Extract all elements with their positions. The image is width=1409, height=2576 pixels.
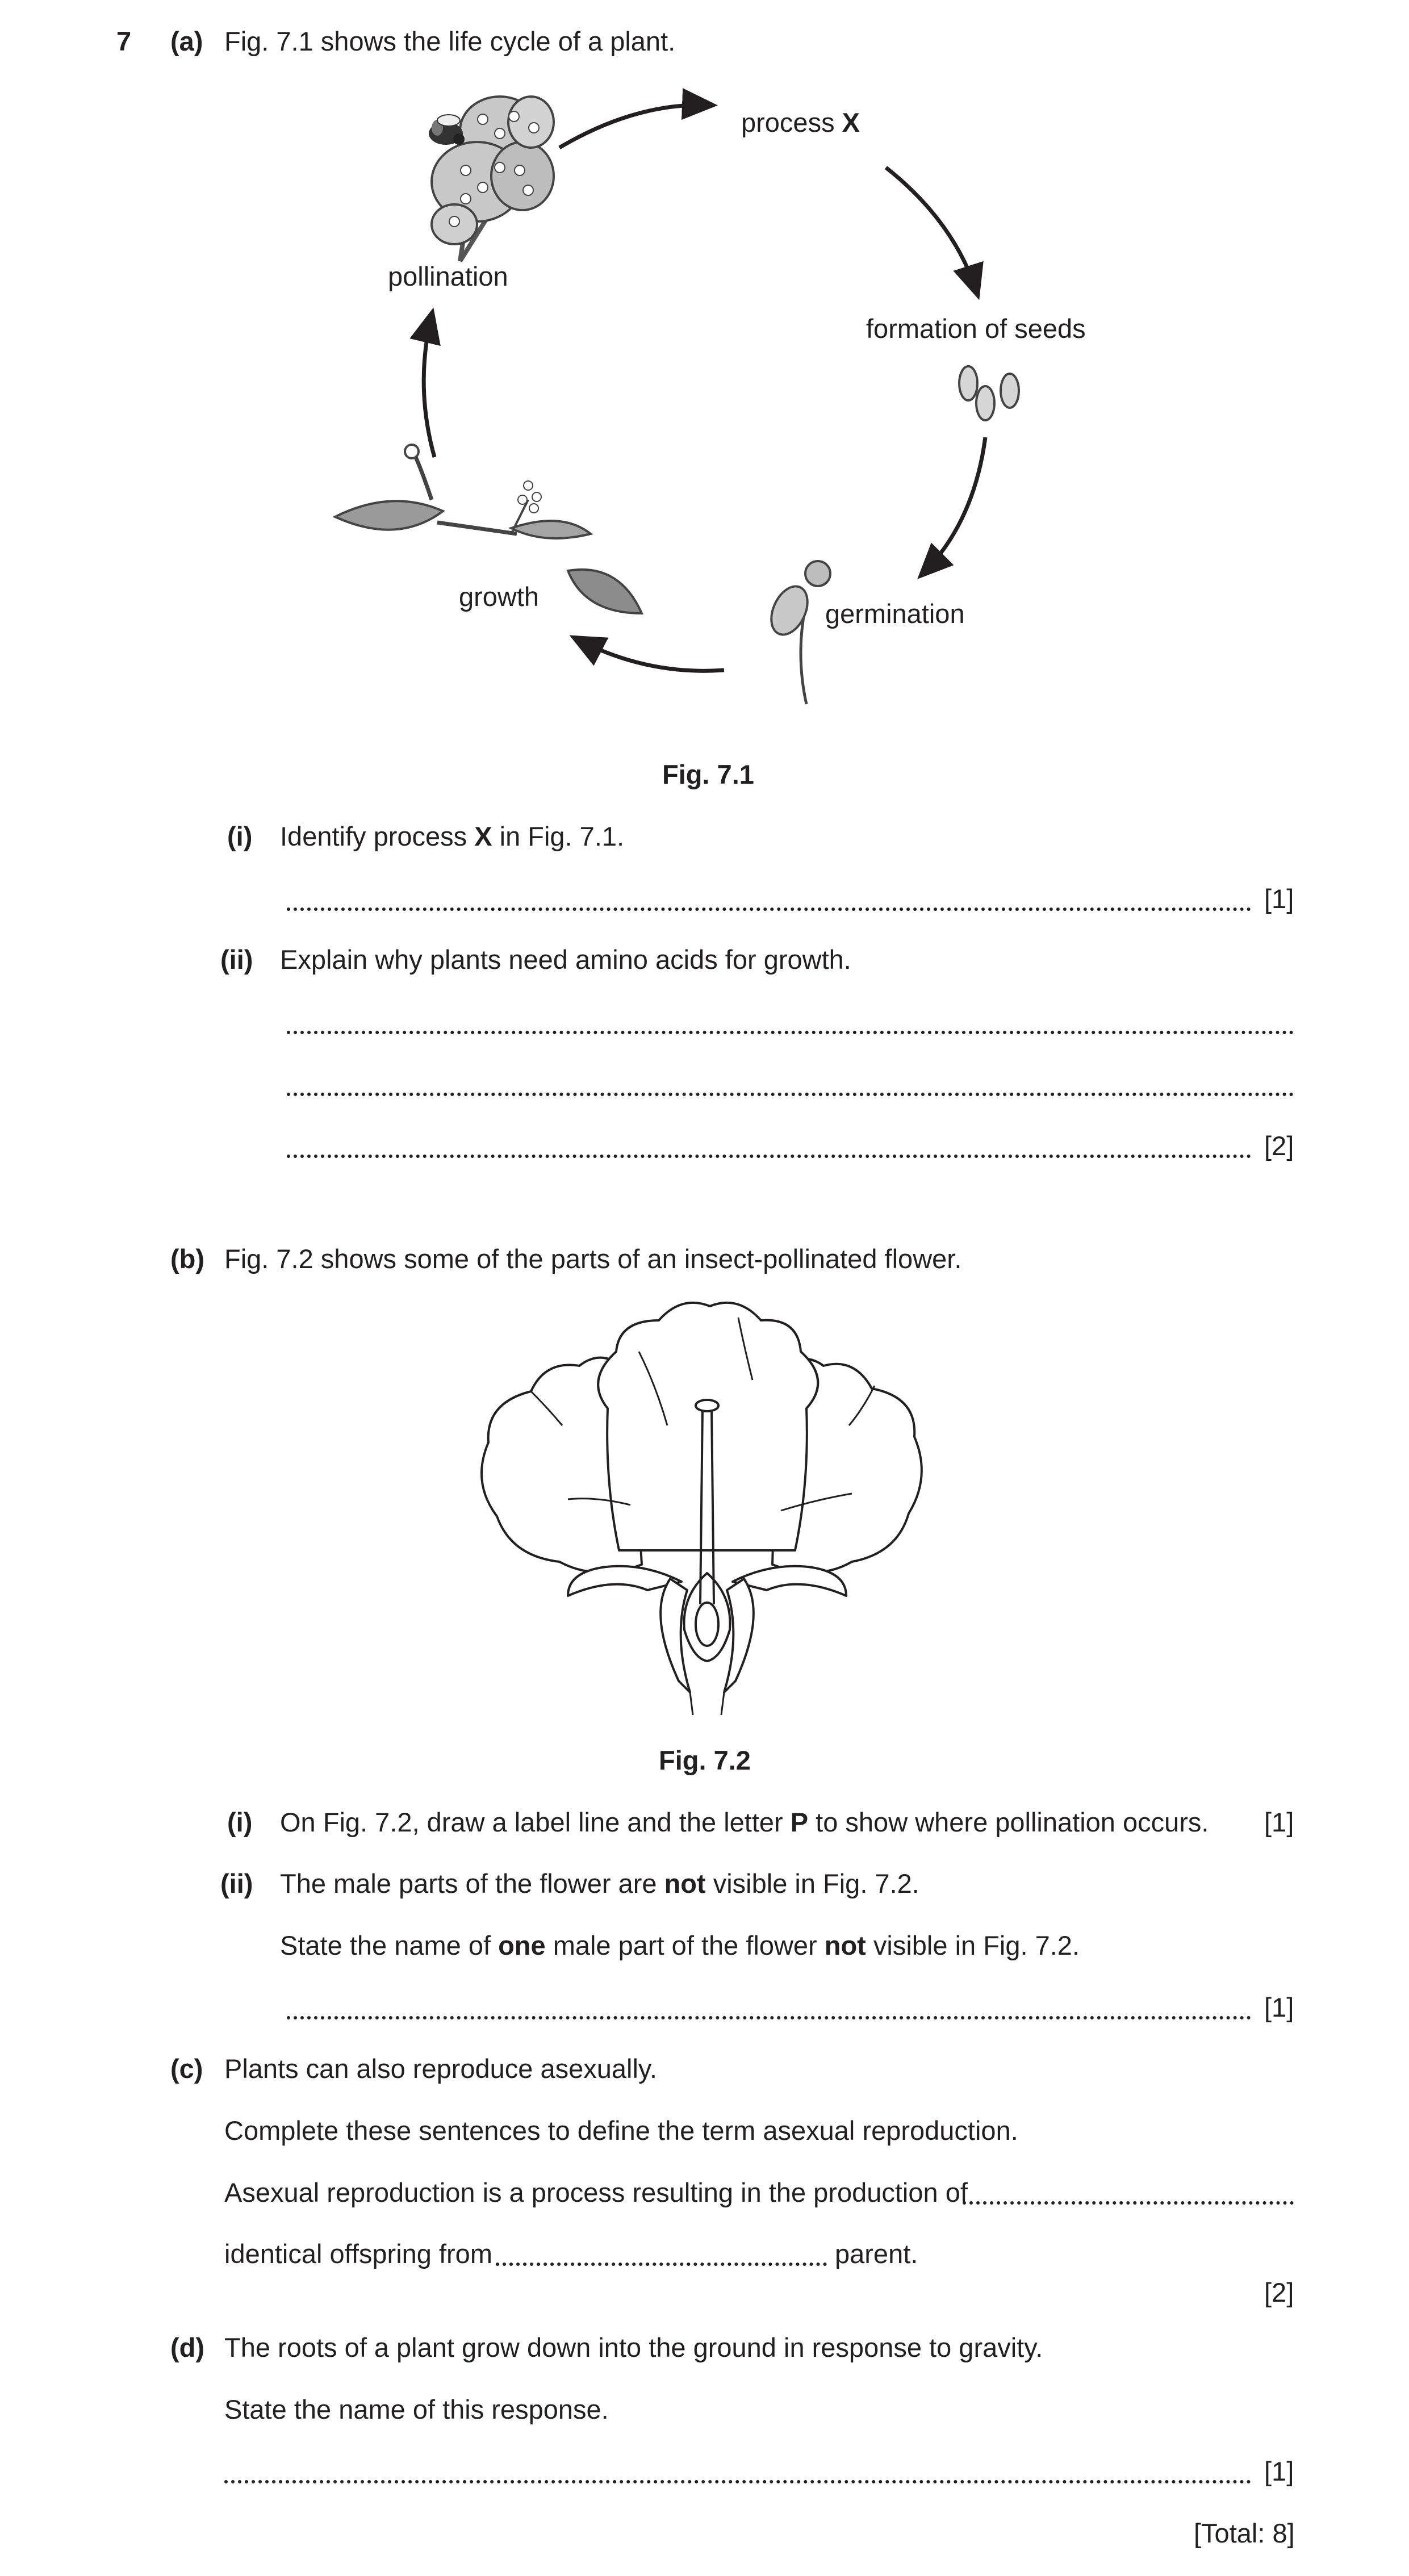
marks-c: [2] [1264,2277,1294,2307]
arrow-seeds-to-germination [923,437,985,574]
part-b-i-label: (i) [227,1807,253,1837]
part-c-intro: Plants can also reproduce asexually. [224,2054,658,2084]
answer-line-b-ii[interactable] [287,2016,1251,2019]
arrow-germination-to-growth [576,639,724,671]
part-a-ii-label: (ii) [220,944,253,975]
arrow-process-x-to-seeds [886,168,977,292]
answer-blank-c-1[interactable] [963,2201,1294,2205]
part-a-ii-text: Explain why plants need amino acids for growth. [280,944,851,975]
answer-line-d[interactable] [224,2480,1251,2483]
bee-icon [429,115,465,145]
figure-7-1-caption: Fig. 7.1 [662,759,754,789]
part-b-intro: Fig. 7.2 shows some of the parts of an insect-pollinated flower. [224,1244,962,1274]
figure-7-2-caption: Fig. 7.2 [659,1745,751,1775]
life-cycle-diagram [0,0,1409,750]
part-b-ii-label: (ii) [220,1868,253,1898]
part-c-instruction: Complete these sentences to define the term asexual reproduction. [224,2115,1018,2146]
part-a-label: (a) [170,26,203,56]
part-b-ii-text-2: State the name of one male part of the flower not visible in Fig. 7.2. [280,1930,1080,1960]
part-a-intro: Fig. 7.1 shows the life cycle of a plant. [224,26,676,56]
part-a-i-text: Identify process X in Fig. 7.1. [280,821,625,851]
answer-line-a-ii-1[interactable] [287,1031,1294,1034]
marks-d: [1] [1264,2456,1294,2486]
marks-a-ii: [2] [1264,1131,1294,1161]
part-d-instruction: State the name of this response. [224,2394,609,2424]
part-a-i-label: (i) [227,821,253,851]
seeds-illustration [959,366,1019,420]
germinating-seed-illustration [764,561,830,704]
part-d-label: (d) [170,2332,205,2362]
flower-diagram [454,1295,965,1715]
total-marks: [Total: 8] [1194,2518,1295,2548]
part-b-label: (b) [170,1244,205,1274]
part-c-label: (c) [170,2054,203,2084]
answer-line-a-ii-2[interactable] [287,1093,1294,1096]
part-c-sentence-1: Asexual reproduction is a process resulting in the production of [224,2177,968,2207]
answer-blank-c-2[interactable] [496,2263,827,2266]
part-d-intro: The roots of a plant grow down into the ground in response to gravity. [224,2332,1043,2362]
stage-label-pollination: pollination [388,261,508,291]
stage-label-process-x: process X [741,107,860,137]
question-number: 7 [116,26,132,56]
stage-label-seeds: formation of seeds [866,313,1086,344]
part-b-i-text: On Fig. 7.2, draw a label line and the letter P to show where pollination occurs. [280,1807,1209,1837]
marks-b-ii: [1] [1264,1992,1294,2022]
answer-line-a-ii-3[interactable] [287,1155,1251,1158]
part-b-ii-text-1: The male parts of the flower are not visible in Fig. 7.2. [280,1868,919,1898]
arrow-pollination-to-process-x [559,105,710,148]
part-c-sentence-2-start: identical offspring from [224,2239,492,2269]
marks-a-i: [1] [1264,884,1294,914]
part-c-sentence-2-end: parent. [835,2239,918,2269]
stage-label-growth: growth [459,582,540,612]
answer-line-a-i[interactable] [287,908,1251,911]
stage-label-germination: germination [825,599,965,629]
marks-b-i: [1] [1264,1807,1294,1837]
arrow-growth-to-pollination [424,315,434,457]
